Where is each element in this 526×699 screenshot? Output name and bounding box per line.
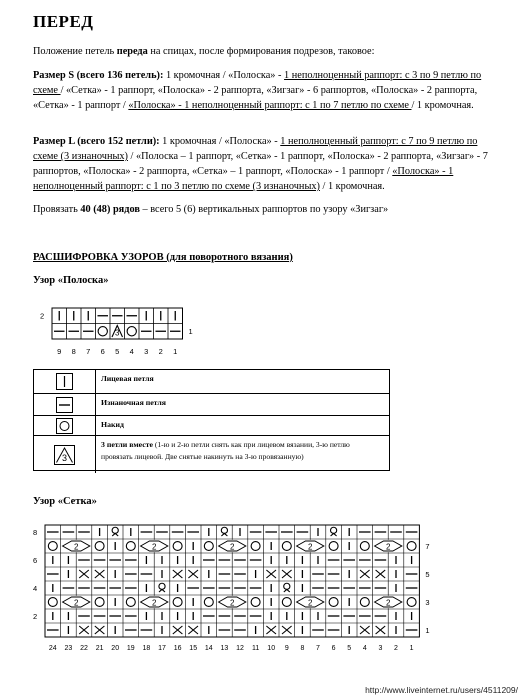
stitch-o — [126, 598, 135, 607]
size-s-text-3: / 1 кромочная. — [411, 100, 474, 111]
stitch-two-together — [217, 540, 247, 552]
polos-col-label: 9 — [57, 347, 62, 356]
stitch-x — [282, 626, 292, 634]
size-s-paragraph — [33, 68, 503, 113]
setka-chart — [28, 522, 448, 670]
setka-left-row-label: 2 — [33, 611, 38, 621]
stitch-x — [188, 626, 198, 634]
stitch-two-together — [295, 596, 325, 608]
polos-col-label: 7 — [86, 347, 91, 356]
stitch-o — [126, 542, 135, 551]
setka-col-label: 18 — [142, 645, 151, 652]
stitch-two-together — [61, 596, 91, 608]
setka-col-label: 10 — [267, 645, 276, 652]
stitch-o — [95, 598, 104, 607]
polos-title: Узор «Полоска» — [33, 275, 109, 286]
size-s-text-2: / «Сетка» - 1 раппорт, «Полоска» - 2 раппорта, «Зигзаг» - 6 раппортов, «Полоска» - 2 раппорта, «Сетка» - 1 раппорт / — [33, 85, 478, 111]
setka-col-label: 4 — [362, 645, 367, 652]
stitch-x — [282, 570, 292, 578]
legend-row-knit — [34, 370, 389, 393]
intro-bold: переда — [116, 46, 148, 57]
stitch-o — [98, 327, 107, 336]
stitch-two-together — [373, 596, 403, 608]
legend-row-yarnover — [34, 415, 389, 436]
stitch-q — [159, 583, 165, 592]
setka-col-label: 21 — [95, 645, 104, 652]
svg-text:2: 2 — [229, 542, 235, 552]
size-s-underlined-1: 1 неполноценный раппорт: с 3 по 9 петлю по схеме — [33, 70, 482, 96]
stitch-o — [407, 542, 416, 551]
setka-col-label: 6 — [331, 645, 336, 652]
legend-symbol-3tog — [34, 436, 96, 473]
stitch-o — [173, 542, 182, 551]
intro-paragraph — [33, 44, 503, 59]
legend-knit-title: Лицевая петля — [101, 374, 154, 383]
stitch-o — [282, 598, 291, 607]
polos-chart — [30, 300, 240, 362]
stitch-o — [251, 598, 260, 607]
decoding-title: РАСШИФРОВКА УЗОРОВ (для поворотного вязания) — [33, 252, 293, 263]
svg-text:2: 2 — [229, 598, 235, 608]
stitch-o — [251, 542, 260, 551]
size-l-text-3: / 1 кромочная. — [319, 181, 385, 192]
watermark: http://www.liveinternet.ru/users/4511209/ — [365, 685, 518, 695]
polos-col-label: 8 — [71, 347, 76, 356]
legend-yarnover-title: Накид — [101, 420, 124, 429]
setka-col-label: 24 — [48, 645, 57, 652]
legend-row-3tog — [34, 435, 389, 473]
setka-col-label: 15 — [189, 645, 198, 652]
knit-icon — [34, 370, 95, 393]
stitch-o — [127, 327, 136, 336]
setka-col-label: 14 — [204, 645, 213, 652]
stitch-x — [79, 570, 89, 578]
rows-note — [33, 202, 503, 217]
stitch-x — [376, 626, 386, 634]
setka-left-row-label: 6 — [33, 555, 38, 565]
size-l-text-2: / «Полоска – 1 раппорт, «Сетка» - 1 раппорт, «Полоска» - 2 раппорта, «Зигзаг» - 7 раппортов, «Полоска» - 2 раппорта, «Сетка» – 1 раппорт, «Полоска» - 1 раппорт / — [33, 151, 488, 177]
stitch-two-together — [139, 540, 169, 552]
stitch-x — [266, 626, 276, 634]
stitch-o — [48, 542, 57, 551]
legend-table — [33, 369, 390, 471]
stitch-o — [204, 542, 213, 551]
size-s-label: Размер S (всего 136 петель): — [33, 70, 164, 81]
stitch-x — [360, 570, 370, 578]
rows-note-suffix: – всего 5 (6) вертикальных раппортов по узору «Зигзаг» — [139, 204, 389, 215]
stitch-o — [360, 542, 369, 551]
rows-note-prefix: Провязать — [33, 204, 81, 215]
stitch-x — [376, 570, 386, 578]
polos-col-label: 5 — [115, 347, 120, 356]
polos-col-label: 2 — [158, 347, 163, 356]
setka-col-label: 20 — [111, 645, 120, 652]
size-l-paragraph — [33, 134, 503, 194]
setka-col-label: 7 — [316, 645, 320, 652]
setka-left-row-label: 8 — [33, 527, 38, 537]
page-title: ПЕРЕД — [33, 12, 94, 31]
stitch-x — [360, 626, 370, 634]
legend-row-purl — [34, 393, 389, 416]
setka-col-label: 8 — [300, 645, 305, 652]
legend-3tog-desc: (1-ю и 2-ю петли снять как при лицевом вязании, 3-ю петлю провязать лицевой. Две снятые накинуть на 3-ю провязанную) — [101, 440, 350, 461]
stitch-o — [173, 598, 182, 607]
rows-note-bold: 40 (48) рядов — [80, 204, 140, 215]
stitch-x — [95, 570, 105, 578]
svg-text:2: 2 — [73, 542, 79, 552]
setka-col-label: 12 — [236, 645, 244, 652]
stitch-o — [329, 598, 338, 607]
setka-col-label: 1 — [409, 645, 414, 652]
svg-text:2: 2 — [385, 542, 391, 552]
setka-col-label: 19 — [126, 645, 135, 652]
setka-col-label: 3 — [378, 645, 383, 652]
legend-3tog-title: 3 петли вместе — [101, 440, 153, 449]
setka-right-row-label: 3 — [425, 597, 430, 607]
setka-col-label: 9 — [284, 645, 289, 652]
setka-right-row-label: 5 — [425, 569, 430, 579]
stitch-q — [331, 527, 337, 536]
stitch-two-together — [295, 540, 325, 552]
setka-title: Узор «Сетка» — [33, 496, 97, 507]
svg-text:2: 2 — [307, 598, 313, 608]
stitch-o — [360, 598, 369, 607]
stitch-o — [282, 542, 291, 551]
setka-col-label: 23 — [64, 645, 73, 652]
stitch-two-together — [139, 596, 169, 608]
stitch-x — [188, 570, 198, 578]
setka-col-label: 17 — [158, 645, 166, 652]
setka-col-label: 16 — [173, 645, 182, 652]
size-s-underlined-2: «Полоска» - 1 неполноценный раппорт: с 1 по 7 петлю по схеме — [128, 100, 412, 111]
svg-text:3: 3 — [61, 453, 68, 463]
size-l-text-1: 1 кромочная / «Полоска» - — [159, 136, 281, 147]
svg-text:2: 2 — [151, 542, 157, 552]
setka-col-label: 5 — [347, 645, 352, 652]
stitch-o — [95, 542, 104, 551]
size-l-underlined-2: «Полоска» - 1 неполноценный раппорт: с 1 по 3 петлю по схеме (3 изнаночных) — [33, 166, 454, 192]
polos-col-label: 1 — [173, 347, 178, 356]
setka-col-label: 13 — [220, 645, 229, 652]
size-s-text-1: 1 кромочная / «Полоска» - — [163, 70, 285, 81]
yarn-over-icon — [34, 416, 95, 436]
size-l-underlined-1: 1 неполноценный раппорт: с 7 по 9 петлю по схеме (3 изнаночных) — [33, 136, 478, 162]
intro-suffix: на спицах, после формирования подрезов, таковое: — [147, 46, 375, 57]
stitch-o — [48, 598, 57, 607]
stitch-c3 — [112, 326, 123, 338]
size-l-label: Размер L (всего 152 петли): — [33, 136, 160, 147]
setka-right-row-label: 7 — [425, 541, 430, 551]
svg-text:2: 2 — [73, 598, 79, 608]
stitch-two-together — [373, 540, 403, 552]
stitch-x — [79, 626, 89, 634]
stitch-x — [266, 570, 276, 578]
stitch-x — [95, 626, 105, 634]
svg-text:3: 3 — [115, 328, 120, 338]
setka-right-row-label: 1 — [425, 625, 430, 635]
three-together-icon — [34, 436, 95, 472]
setka-left-row-label: 4 — [33, 583, 38, 593]
stitch-o — [407, 598, 416, 607]
stitch-q — [112, 527, 118, 536]
stitch-o — [204, 598, 213, 607]
setka-col-label: 11 — [251, 645, 260, 652]
legend-symbol-knit — [34, 370, 96, 393]
purl-icon — [34, 394, 95, 416]
svg-text:2: 2 — [151, 598, 157, 608]
legend-symbol-yarnover — [34, 416, 96, 436]
polos-col-label: 4 — [129, 347, 134, 356]
legend-symbol-purl — [34, 394, 96, 416]
stitch-q — [221, 527, 227, 536]
stitch-q — [284, 583, 290, 592]
svg-text:2: 2 — [385, 598, 391, 608]
setka-col-label: 22 — [80, 645, 88, 652]
stitch-x — [173, 626, 183, 634]
legend-purl-title: Изнаночная петля — [101, 398, 166, 407]
stitch-two-together — [217, 596, 247, 608]
polos-col-label: 3 — [144, 347, 149, 356]
stitch-two-together — [61, 540, 91, 552]
polos-col-label: 6 — [100, 347, 105, 356]
setka-col-label: 2 — [394, 645, 398, 652]
intro-text: Положение петель — [33, 46, 117, 57]
stitch-o — [329, 542, 338, 551]
polos-row-label: 1 — [188, 327, 193, 337]
polos-row-label: 2 — [40, 311, 45, 321]
svg-text:2: 2 — [307, 542, 313, 552]
stitch-x — [173, 570, 183, 578]
